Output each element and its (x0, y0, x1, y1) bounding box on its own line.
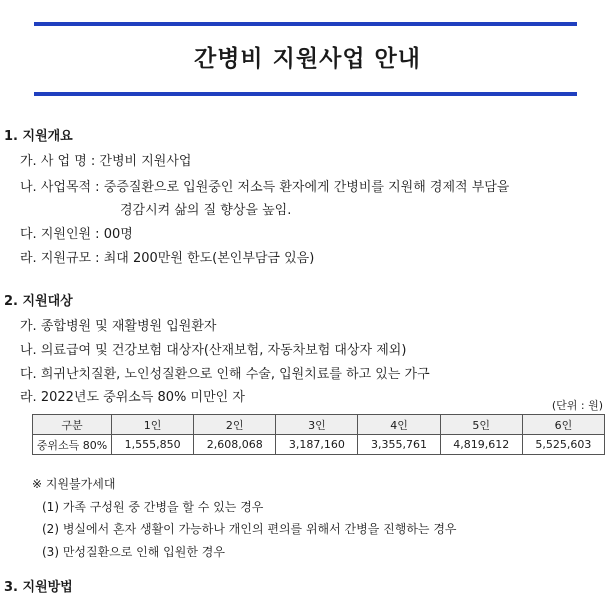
income-table-header: 6인 (522, 415, 604, 435)
income-table-header: 3인 (276, 415, 358, 435)
eligibility-line-disease: 다. 희귀난치질환, 노인성질환으로 인해 수술, 입원치료를 하고 있는 가구 (20, 367, 430, 382)
section-heading-eligibility: 2. 지원대상 (4, 294, 73, 309)
table-unit-label: (단위 : 원) (551, 399, 603, 412)
income-table (32, 414, 605, 455)
income-table-header: 2인 (194, 415, 276, 435)
income-table-header: 구분 (33, 415, 112, 435)
income-table-cell: 1,555,850 (112, 435, 194, 455)
ineligible-note-item: (1) 가족 구성원 중 간병을 할 수 있는 경우 (42, 500, 264, 514)
income-table-header: 4인 (358, 415, 440, 435)
eligibility-line-hospital: 가. 종합병원 및 재활병원 입원환자 (20, 319, 217, 334)
overview-line-scale: 라. 지원규모 : 최대 200만원 한도(본인부담금 있음) (20, 251, 315, 266)
income-table-cell: 중위소득 80% (33, 435, 112, 455)
overview-line-name: 가. 사 업 명 : 간병비 지원사업 (20, 154, 192, 169)
table-row (33, 435, 605, 455)
overview-line-count: 다. 지원인원 : 00명 (20, 227, 133, 242)
income-table-cell: 5,525,603 (522, 435, 604, 455)
income-table-cell: 3,187,160 (276, 435, 358, 455)
eligibility-line-insurance: 나. 의료급여 및 건강보험 대상자(산재보험, 자동차보험 대상자 제외) (20, 343, 407, 358)
income-table-cell: 4,819,612 (440, 435, 522, 455)
overview-line-purpose-cont: 경감시켜 삶의 질 향상을 높임. (120, 203, 292, 218)
ineligible-note-title: ※ 지원불가세대 (32, 477, 116, 491)
page-title: 간병비 지원사업 안내 (194, 46, 421, 72)
eligibility-line-income: 라. 2022년도 중위소득 80% 미만인 자 (20, 390, 245, 405)
ineligible-note-item: (3) 만성질환으로 인해 입원한 경우 (42, 545, 225, 559)
income-table-header-row (33, 415, 605, 435)
section-heading-overview: 1. 지원개요 (4, 129, 73, 144)
title-rule-top (34, 22, 577, 26)
income-table-cell: 2,608,068 (194, 435, 276, 455)
section-heading-method: 3. 지원방법 (4, 580, 73, 595)
title-rule-bottom (34, 92, 577, 96)
ineligible-note-item: (2) 병실에서 혼자 생활이 가능하나 개인의 편의를 위해서 간병을 진행하는 경우 (42, 522, 457, 536)
overview-line-purpose: 나. 사업목적 : 중증질환으로 입원중인 저소득 환자에게 간병비를 지원해 경제적 부담을 (20, 180, 510, 195)
income-table-header: 1인 (112, 415, 194, 435)
income-table-header: 5인 (440, 415, 522, 435)
income-table-cell: 3,355,761 (358, 435, 440, 455)
